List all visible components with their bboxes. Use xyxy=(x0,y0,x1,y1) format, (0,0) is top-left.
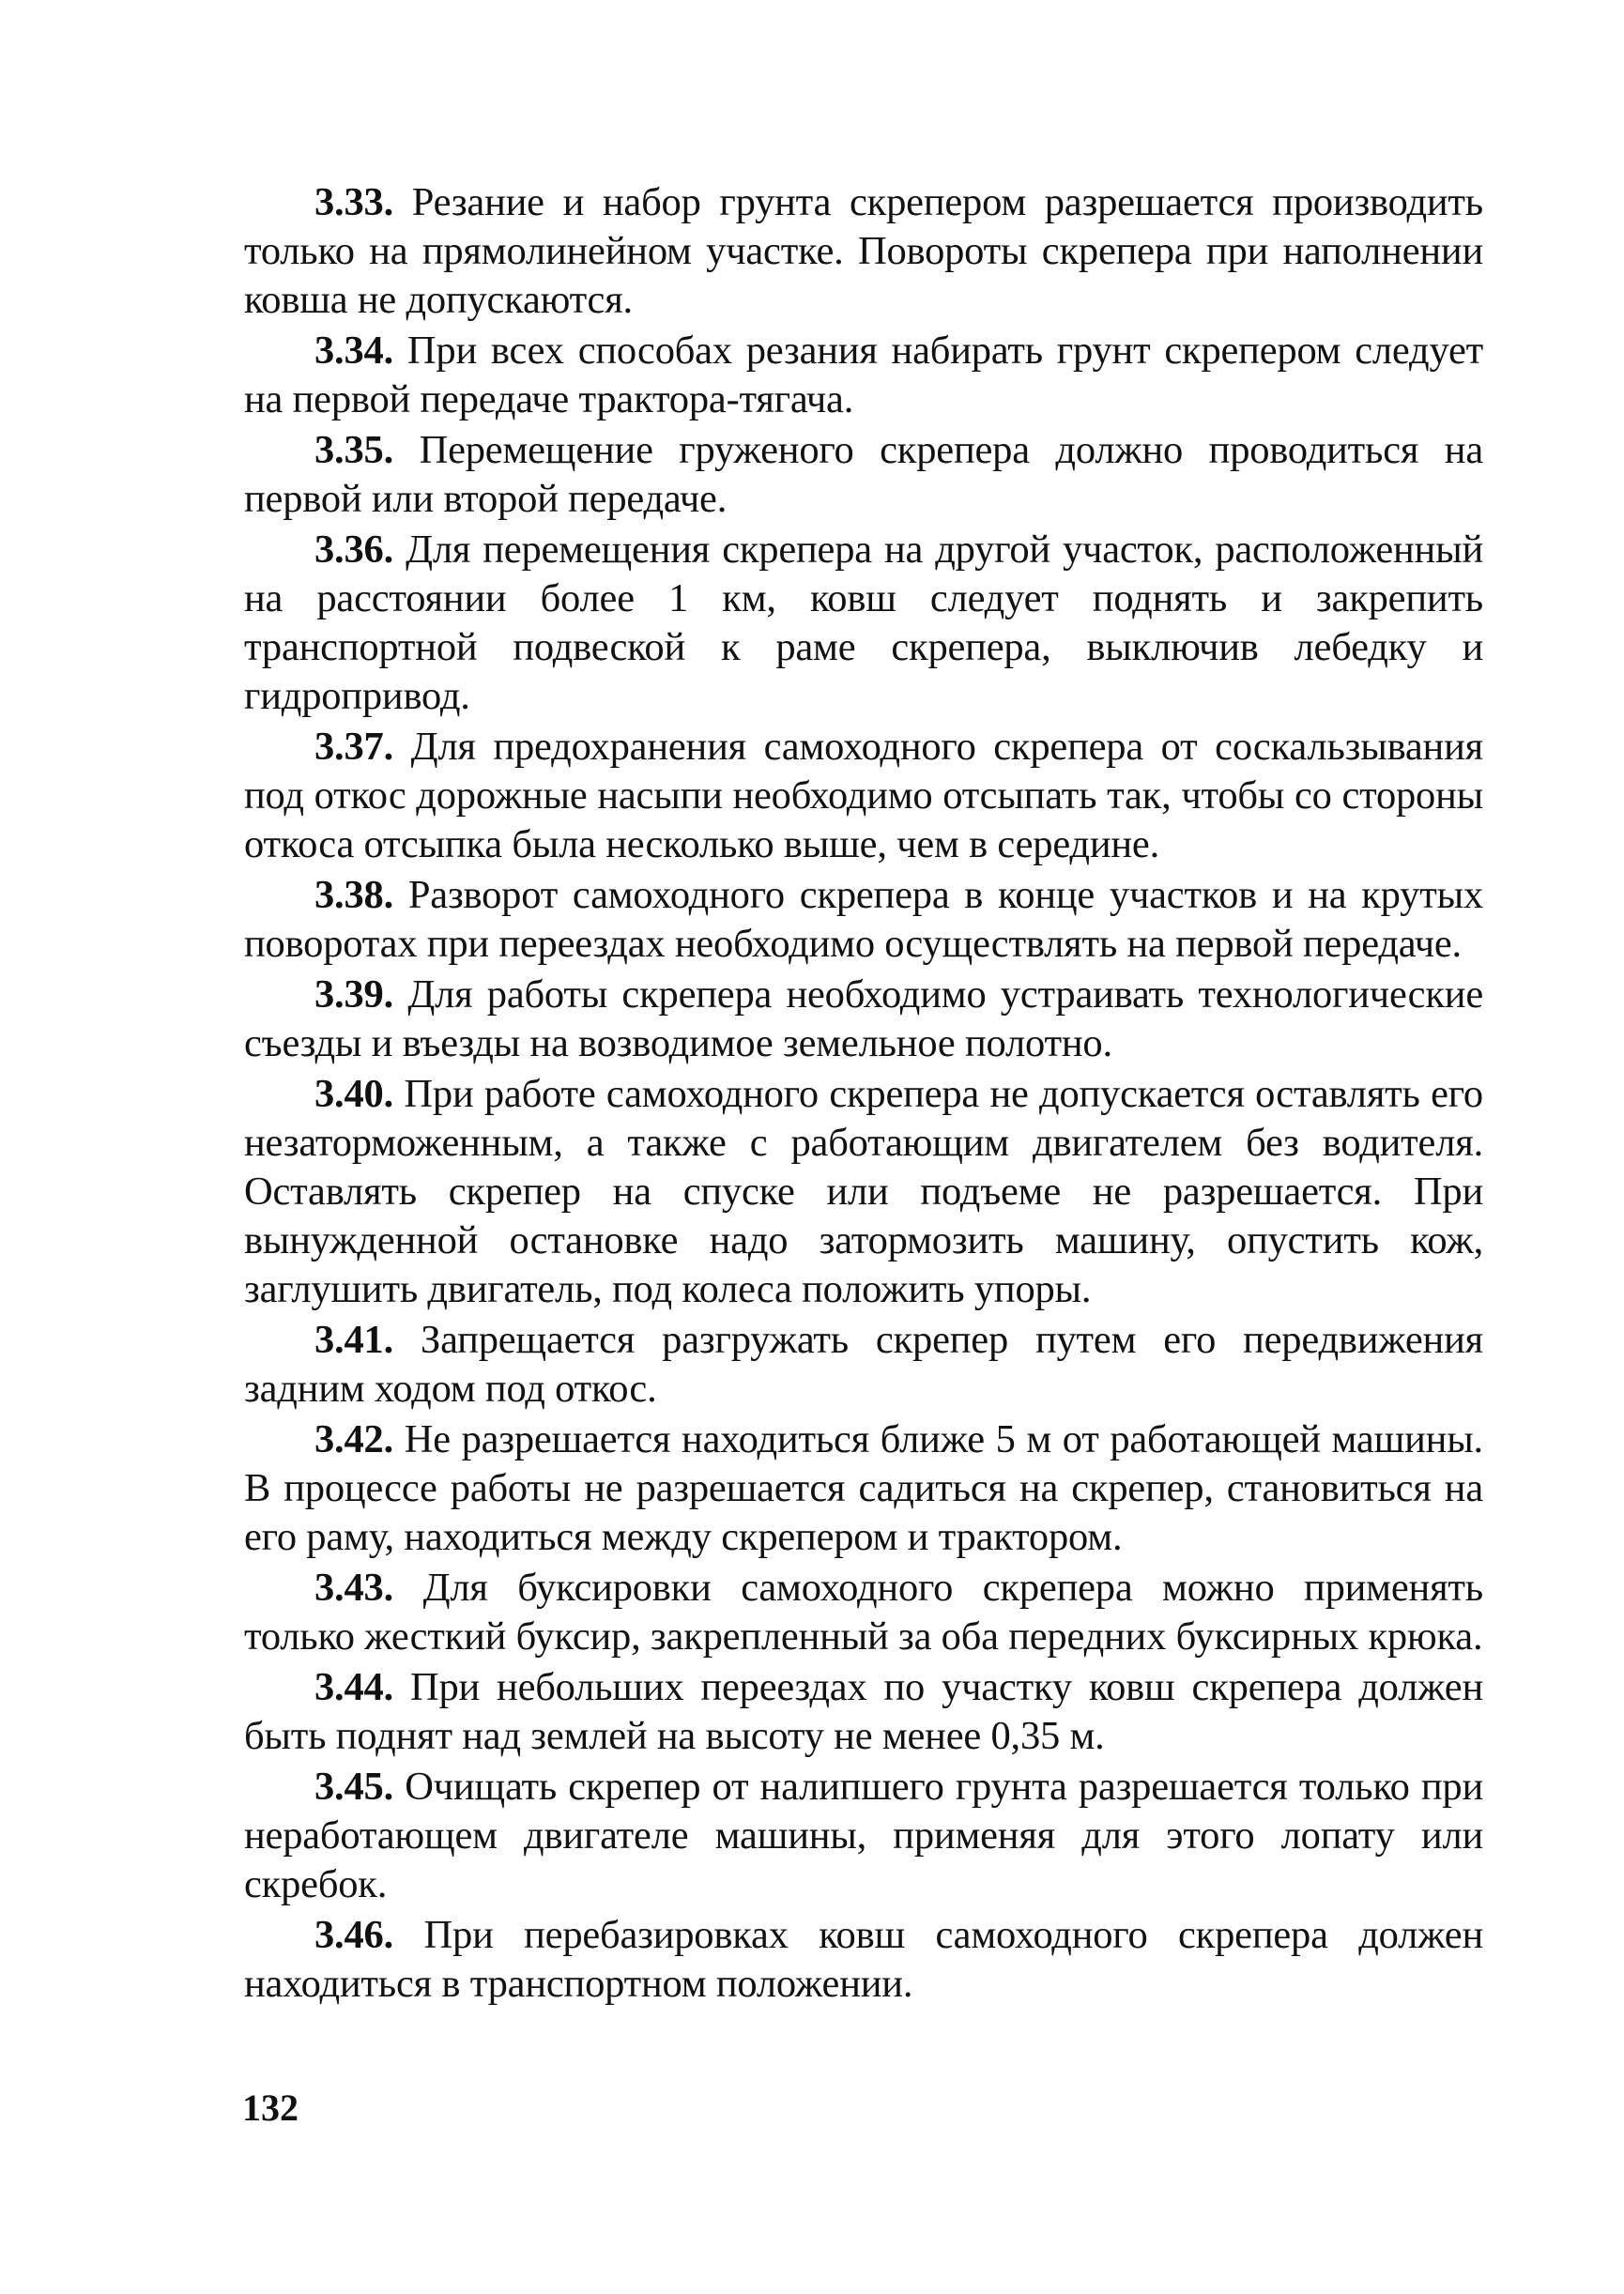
paragraph-text: При работе самоходного скрепера не допускается оставлять его незаторможенным, а также с работающим двигателем без водителя. Оставлять скрепер на спуске или подъеме не разрешается. При вынужденной остановке надо затормозить машину, опустить кож, заглушить двигатель, под колеса положить упоры. xyxy=(244,1072,1483,1311)
paragraph-text: При небольших переездах по участку ковш скрепера должен быть поднят над землей на высоту не менее 0,35 м. xyxy=(244,1665,1483,1758)
page-body xyxy=(244,178,1483,2011)
paragraph-text: Для работы скрепера необходимо устраивать технологические съезды и въезды на возводимое земельное полотно. xyxy=(244,972,1483,1065)
paragraph-number: 3.43. xyxy=(314,1566,394,1610)
paragraph-3-43 xyxy=(244,1564,1483,1661)
paragraph-3-41 xyxy=(244,1316,1483,1414)
paragraph-3-33 xyxy=(244,178,1483,325)
paragraph-number: 3.38. xyxy=(314,873,394,917)
paragraph-number: 3.41. xyxy=(314,1318,394,1362)
paragraph-text: Резание и набор грунта скрепером разрешается производить только на прямолинейном участке. Повороты скрепера при наполнении ковша не допускаются. xyxy=(244,180,1483,322)
paragraph-3-42 xyxy=(244,1415,1483,1562)
paragraph-number: 3.33. xyxy=(314,180,394,224)
paragraph-number: 3.46. xyxy=(314,1913,394,1957)
paragraph-number: 3.45. xyxy=(314,1765,394,1809)
paragraph-text: Запрещается разгружать скрепер путем его передвижения задним ходом под откос. xyxy=(244,1318,1483,1411)
paragraph-number: 3.40. xyxy=(314,1072,394,1116)
paragraph-text: Для предохранения самоходного скрепера от соскальзывания под откос дорожные насыпи необходимо отсыпать так, чтобы со стороны откоса отсыпка была несколько выше, чем в середине. xyxy=(244,725,1483,866)
paragraph-number: 3.37. xyxy=(314,725,394,769)
paragraph-text: Для буксировки самоходного скрепера можно применять только жесткий буксир, закрепленный за оба передних буксирных крюка. xyxy=(244,1566,1483,1659)
paragraph-3-40 xyxy=(244,1070,1483,1314)
page-number: 132 xyxy=(242,2087,299,2129)
paragraph-number: 3.44. xyxy=(314,1665,394,1709)
paragraph-3-39 xyxy=(244,971,1483,1068)
paragraph-3-38 xyxy=(244,871,1483,969)
paragraph-3-45 xyxy=(244,1763,1483,1909)
paragraph-text: При всех способах резания набирать грунт скрепером следует на первой передаче трактора-тягача. xyxy=(244,329,1483,421)
paragraph-text: Разворот самоходного скрепера в конце участков и на крутых поворотах при переездах необходимо осуществлять на первой передаче. xyxy=(244,873,1483,966)
paragraph-3-37 xyxy=(244,723,1483,869)
paragraph-number: 3.34. xyxy=(314,329,394,373)
paragraph-text: Для перемещения скрепера на другой участок, расположенный на расстоянии более 1 км, ковш следует поднять и закрепить транспортной подвеской к раме скрепера, выключив лебедку и гидропривод. xyxy=(244,528,1483,718)
paragraph-number: 3.39. xyxy=(314,972,394,1017)
paragraph-3-34 xyxy=(244,327,1483,424)
paragraph-3-46 xyxy=(244,1911,1483,2009)
paragraph-text: Перемещение груженого скрепера должно проводиться на первой или второй передаче. xyxy=(244,428,1483,521)
paragraph-text: При перебазировках ковш самоходного скрепера должен находиться в транспортном положении. xyxy=(244,1913,1483,2006)
paragraph-3-35 xyxy=(244,426,1483,524)
paragraph-3-44 xyxy=(244,1663,1483,1761)
paragraph-text: Очищать скрепер от налипшего грунта разрешается только при неработающем двигателе машины, применяя для этого лопату или скребок. xyxy=(244,1765,1483,1906)
paragraph-number: 3.35. xyxy=(314,428,394,472)
paragraph-number: 3.36. xyxy=(314,528,394,572)
paragraph-text: Не разрешается находиться ближе 5 м от работающей машины. В процессе работы не разрешается садиться на скрепер, становиться на его раму, находиться между скрепером и трактором. xyxy=(244,1417,1483,1559)
paragraph-3-36 xyxy=(244,526,1483,721)
paragraph-number: 3.42. xyxy=(314,1417,394,1461)
